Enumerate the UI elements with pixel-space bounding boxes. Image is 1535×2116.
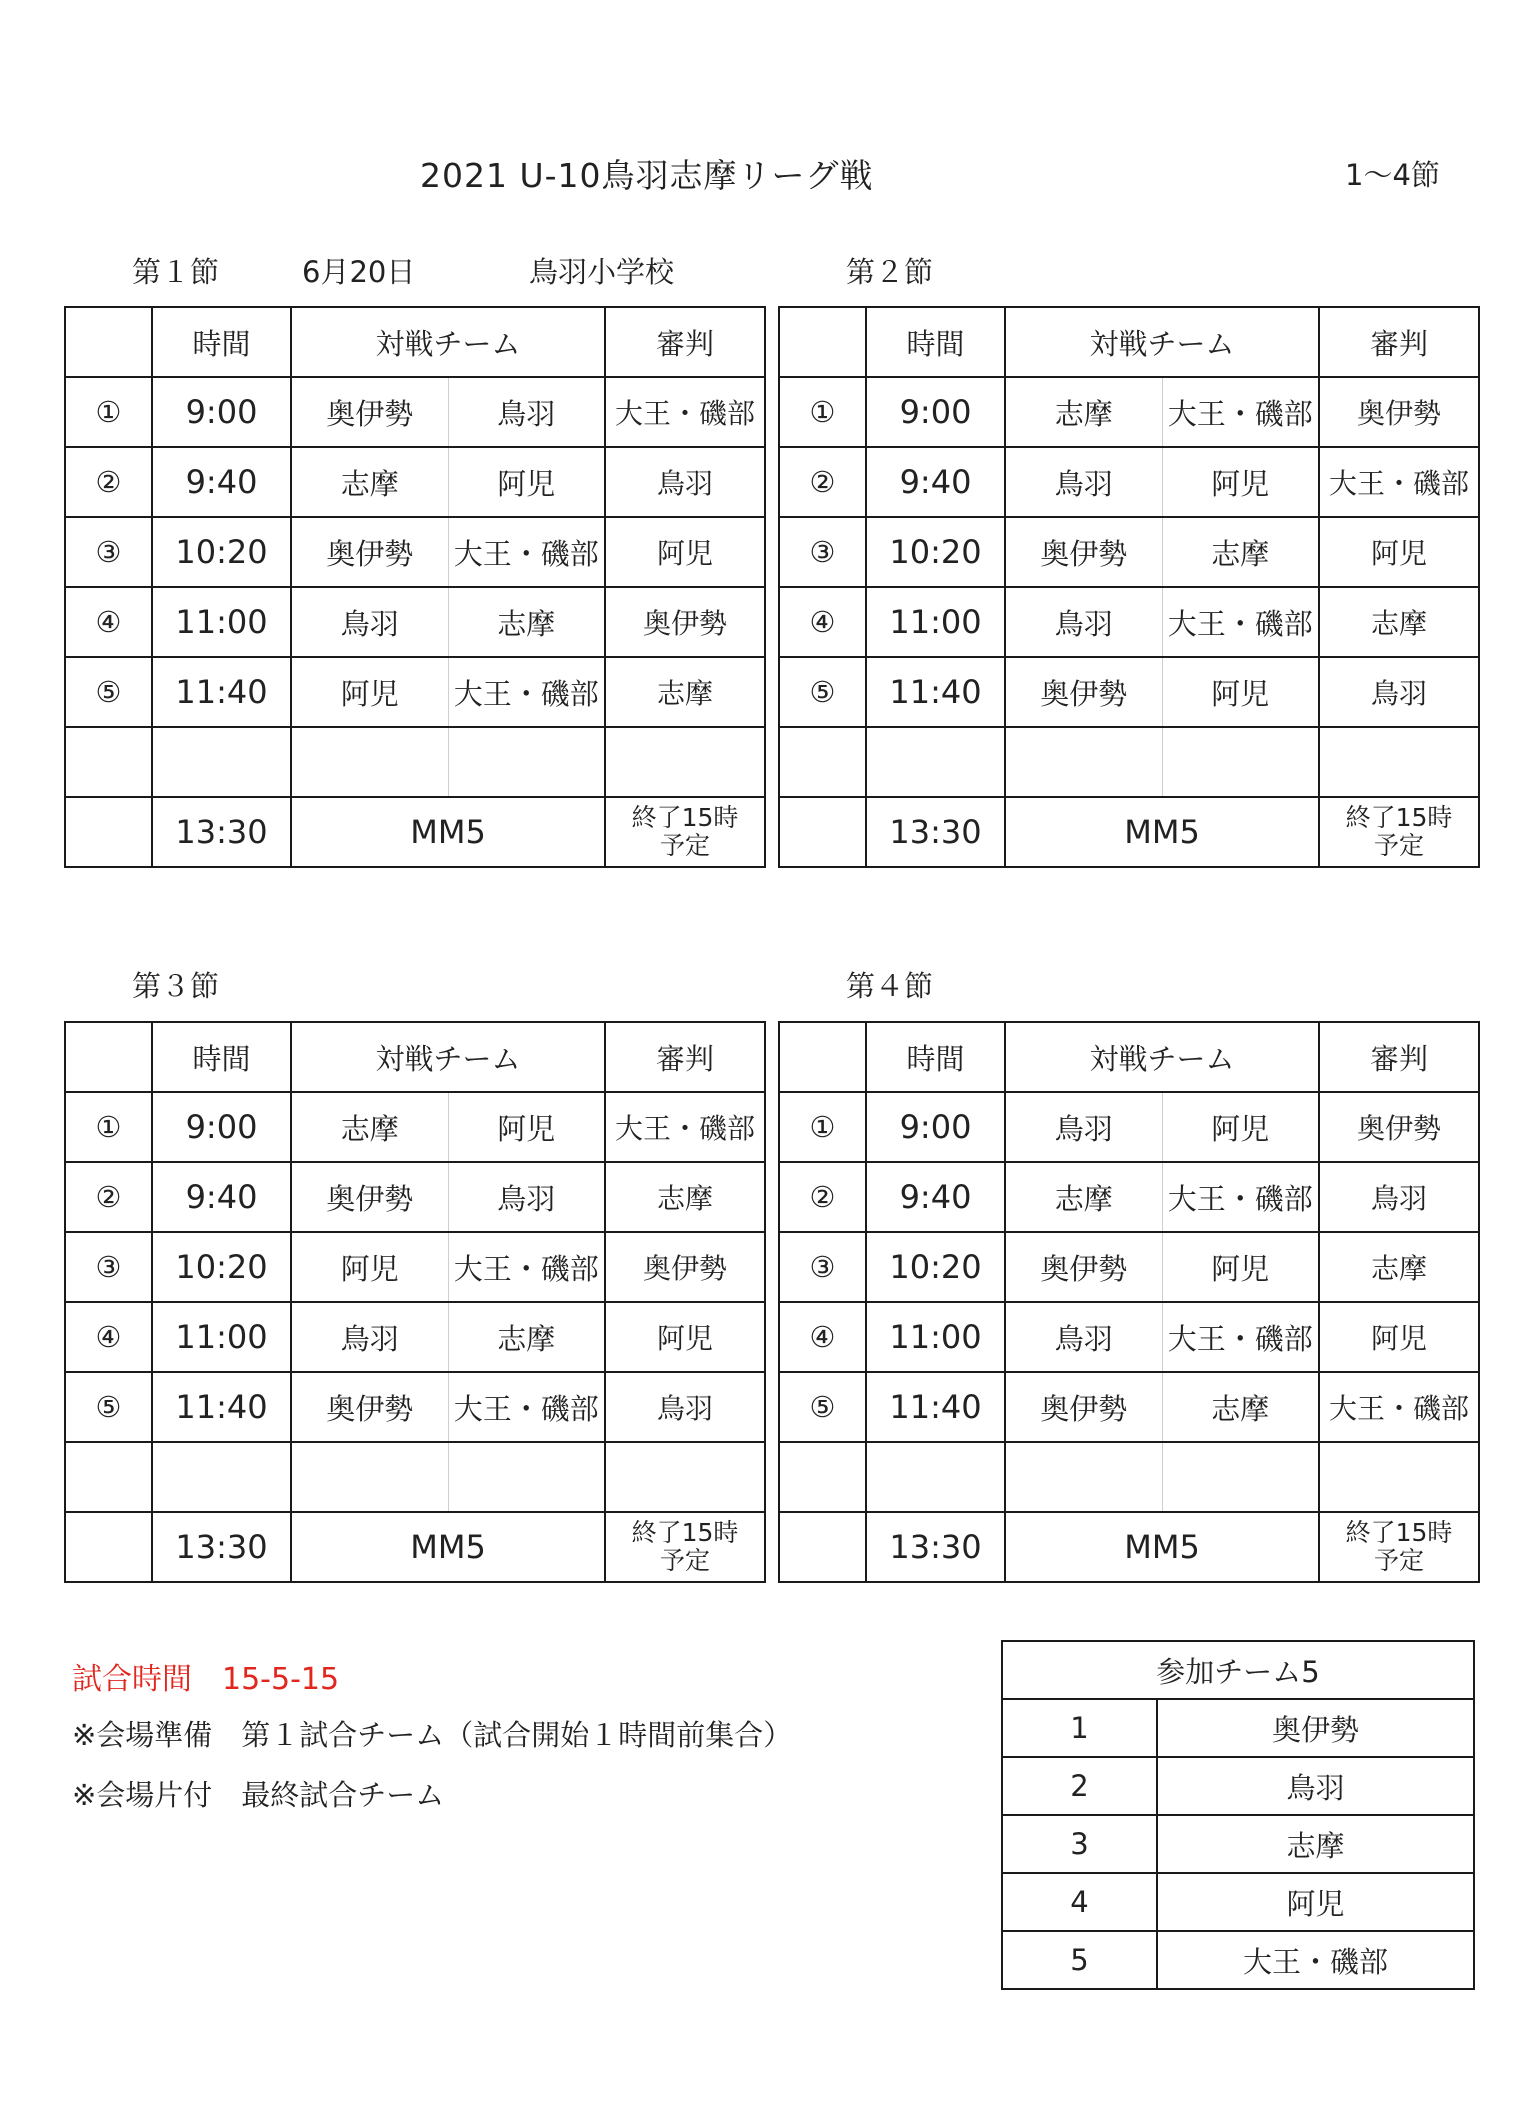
team-b: 阿児 <box>1162 657 1319 727</box>
empty-cell <box>605 727 765 797</box>
team-b: 志摩 <box>448 1302 605 1372</box>
match-row <box>65 1162 765 1232</box>
team-b: 阿児 <box>448 447 605 517</box>
end-time-note-line1: 終了15時 <box>1345 1518 1453 1547</box>
team-number: 1 <box>1002 1699 1157 1757</box>
match-time: 9:00 <box>152 377 291 447</box>
team-a: 奥伊勢 <box>291 1372 448 1442</box>
section-2-label: 第２節 <box>846 255 934 289</box>
final-event-name: MM5 <box>1005 797 1319 867</box>
match-time: 11:40 <box>866 1372 1005 1442</box>
header-time: 時間 <box>152 1022 291 1092</box>
empty-cell <box>65 797 152 867</box>
match-time: 10:20 <box>866 1232 1005 1302</box>
empty-cell <box>1005 727 1162 797</box>
end-time-note <box>1319 797 1479 867</box>
referee: 阿児 <box>1319 1302 1479 1372</box>
venue-setup-note: ※会場準備 第１試合チーム（試合開始１時間前集合） <box>72 1718 793 1752</box>
header-time: 時間 <box>866 307 1005 377</box>
match-number: ③ <box>779 1232 866 1302</box>
participating-teams-table <box>1001 1640 1475 1990</box>
match-time: 10:20 <box>866 517 1005 587</box>
team-row <box>1002 1699 1474 1757</box>
section-1-date: 6月20日 <box>302 255 416 289</box>
match-row <box>65 447 765 517</box>
final-event-name: MM5 <box>1005 1512 1319 1582</box>
team-b: 鳥羽 <box>448 1162 605 1232</box>
team-a: 鳥羽 <box>1005 447 1162 517</box>
match-row <box>65 657 765 727</box>
team-a: 志摩 <box>1005 377 1162 447</box>
header-teams: 対戦チーム <box>291 1022 605 1092</box>
referee: 奥伊勢 <box>605 587 765 657</box>
final-event-time: 13:30 <box>152 1512 291 1582</box>
referee: 大王・磯部 <box>1319 447 1479 517</box>
match-time: 9:40 <box>866 447 1005 517</box>
team-a: 奥伊勢 <box>1005 657 1162 727</box>
match-row <box>65 377 765 447</box>
schedule-header-row <box>65 307 765 377</box>
empty-row <box>65 727 765 797</box>
team-b: 阿児 <box>1162 1232 1319 1302</box>
match-row <box>65 587 765 657</box>
header-teams: 対戦チーム <box>1005 1022 1319 1092</box>
end-time-note-line2: 予定 <box>1374 831 1425 860</box>
empty-cell <box>779 727 866 797</box>
referee: 鳥羽 <box>1319 657 1479 727</box>
referee: 阿児 <box>605 1302 765 1372</box>
match-time: 11:00 <box>152 1302 291 1372</box>
match-number: ① <box>779 377 866 447</box>
team-b: 阿児 <box>1162 1092 1319 1162</box>
team-b: 大王・磯部 <box>448 517 605 587</box>
referee: 鳥羽 <box>1319 1162 1479 1232</box>
final-event-row <box>779 1512 1479 1582</box>
match-row <box>779 657 1479 727</box>
match-time: 9:00 <box>152 1092 291 1162</box>
team-number: 5 <box>1002 1931 1157 1989</box>
team-name: 奥伊勢 <box>1157 1699 1474 1757</box>
team-a: 鳥羽 <box>1005 587 1162 657</box>
match-time: 11:00 <box>152 587 291 657</box>
team-name: 阿児 <box>1157 1873 1474 1931</box>
match-number: ⑤ <box>779 1372 866 1442</box>
match-row <box>65 1372 765 1442</box>
team-a: 志摩 <box>291 447 448 517</box>
team-row <box>1002 1757 1474 1815</box>
referee: 阿児 <box>605 517 765 587</box>
match-number: ④ <box>779 587 866 657</box>
referee: 鳥羽 <box>605 447 765 517</box>
final-event-time: 13:30 <box>152 797 291 867</box>
match-row <box>65 1302 765 1372</box>
referee: 志摩 <box>605 657 765 727</box>
team-a: 志摩 <box>1005 1162 1162 1232</box>
referee: 奥伊勢 <box>1319 377 1479 447</box>
match-number: ① <box>779 1092 866 1162</box>
empty-cell <box>152 1442 291 1512</box>
page-title: 2021 U-10鳥羽志摩リーグ戦 <box>420 156 874 195</box>
match-row <box>779 517 1479 587</box>
end-time-note-line1: 終了15時 <box>631 1518 739 1547</box>
end-time-note <box>1319 1512 1479 1582</box>
team-number: 4 <box>1002 1873 1157 1931</box>
header-teams: 対戦チーム <box>1005 307 1319 377</box>
schedule-header-row <box>779 1022 1479 1092</box>
match-number: ⑤ <box>779 657 866 727</box>
match-number: ⑤ <box>65 657 152 727</box>
match-number: ⑤ <box>65 1372 152 1442</box>
empty-cell <box>1162 727 1319 797</box>
empty-cell <box>65 1512 152 1582</box>
match-time: 10:20 <box>152 1232 291 1302</box>
match-number: ① <box>65 377 152 447</box>
match-number: ④ <box>779 1302 866 1372</box>
header-blank <box>65 307 152 377</box>
team-b: 志摩 <box>448 587 605 657</box>
match-number: ② <box>65 447 152 517</box>
empty-cell <box>1162 1442 1319 1512</box>
header-blank <box>779 1022 866 1092</box>
empty-cell <box>1319 727 1479 797</box>
empty-cell <box>1319 1442 1479 1512</box>
match-number: ④ <box>65 587 152 657</box>
match-row <box>65 1092 765 1162</box>
match-time: 10:20 <box>152 517 291 587</box>
referee: 志摩 <box>1319 587 1479 657</box>
header-blank <box>65 1022 152 1092</box>
match-row <box>779 377 1479 447</box>
header-referee: 審判 <box>605 307 765 377</box>
final-event-row <box>65 1512 765 1582</box>
schedule-table-section-4 <box>778 1021 1480 1583</box>
team-b: 志摩 <box>1162 1372 1319 1442</box>
team-b: 大王・磯部 <box>448 1372 605 1442</box>
team-name: 大王・磯部 <box>1157 1931 1474 1989</box>
empty-cell <box>605 1442 765 1512</box>
match-row <box>779 1092 1479 1162</box>
empty-cell <box>65 1442 152 1512</box>
team-name: 鳥羽 <box>1157 1757 1474 1815</box>
match-time: 11:40 <box>866 657 1005 727</box>
section-3-label: 第３節 <box>132 969 220 1003</box>
team-a: 奥伊勢 <box>291 377 448 447</box>
team-b: 阿児 <box>1162 447 1319 517</box>
team-a: 鳥羽 <box>291 587 448 657</box>
match-number: ④ <box>65 1302 152 1372</box>
header-referee: 審判 <box>605 1022 765 1092</box>
header-time: 時間 <box>152 307 291 377</box>
section-1-label: 第１節 <box>132 255 220 289</box>
team-number: 2 <box>1002 1757 1157 1815</box>
match-number: ② <box>779 447 866 517</box>
referee: 大王・磯部 <box>1319 1372 1479 1442</box>
final-event-name: MM5 <box>291 1512 605 1582</box>
end-time-note-line1: 終了15時 <box>1345 803 1453 832</box>
header-teams: 対戦チーム <box>291 307 605 377</box>
team-b: 大王・磯部 <box>448 1232 605 1302</box>
team-a: 志摩 <box>291 1092 448 1162</box>
empty-row <box>779 1442 1479 1512</box>
match-time: 9:00 <box>866 1092 1005 1162</box>
empty-cell <box>779 1512 866 1582</box>
empty-cell <box>152 727 291 797</box>
team-b: 大王・磯部 <box>448 657 605 727</box>
match-time: 11:00 <box>866 1302 1005 1372</box>
header-referee: 審判 <box>1319 307 1479 377</box>
section-4-label: 第４節 <box>846 969 934 1003</box>
empty-row <box>779 727 1479 797</box>
empty-cell <box>1005 1442 1162 1512</box>
final-event-time: 13:30 <box>866 1512 1005 1582</box>
team-b: 阿児 <box>448 1092 605 1162</box>
match-time: 9:00 <box>866 377 1005 447</box>
round-range: 1～4節 <box>1345 158 1440 192</box>
team-b: 大王・磯部 <box>1162 1302 1319 1372</box>
team-a: 鳥羽 <box>1005 1092 1162 1162</box>
team-name: 志摩 <box>1157 1815 1474 1873</box>
referee: 奥伊勢 <box>605 1232 765 1302</box>
team-a: 奥伊勢 <box>1005 1372 1162 1442</box>
empty-cell <box>448 727 605 797</box>
referee: 奥伊勢 <box>1319 1092 1479 1162</box>
empty-cell <box>291 1442 448 1512</box>
match-number: ③ <box>65 517 152 587</box>
match-row <box>65 1232 765 1302</box>
referee: 大王・磯部 <box>605 377 765 447</box>
match-time: 9:40 <box>152 447 291 517</box>
end-time-note-line2: 予定 <box>660 831 711 860</box>
referee: 大王・磯部 <box>605 1092 765 1162</box>
empty-cell <box>779 797 866 867</box>
team-b: 大王・磯部 <box>1162 377 1319 447</box>
team-a: 鳥羽 <box>291 1302 448 1372</box>
team-row <box>1002 1873 1474 1931</box>
teams-table-title: 参加チーム5 <box>1002 1641 1474 1699</box>
team-a: 阿児 <box>291 657 448 727</box>
final-event-row <box>65 797 765 867</box>
team-row <box>1002 1931 1474 1989</box>
match-number: ③ <box>65 1232 152 1302</box>
end-time-note-line2: 予定 <box>1374 1546 1425 1575</box>
empty-row <box>65 1442 765 1512</box>
final-event-name: MM5 <box>291 797 605 867</box>
empty-cell <box>866 1442 1005 1512</box>
match-row <box>779 1162 1479 1232</box>
team-a: 奥伊勢 <box>291 1162 448 1232</box>
referee: 志摩 <box>1319 1232 1479 1302</box>
match-row <box>779 447 1479 517</box>
team-a: 奥伊勢 <box>291 517 448 587</box>
match-row <box>779 1232 1479 1302</box>
match-number: ③ <box>779 517 866 587</box>
schedule-table-section-1 <box>64 306 766 868</box>
match-row <box>779 1372 1479 1442</box>
match-row <box>779 587 1479 657</box>
match-time: 11:00 <box>866 587 1005 657</box>
team-a: 阿児 <box>291 1232 448 1302</box>
end-time-note <box>605 797 765 867</box>
match-time-note: 試合時間 15-5-15 <box>72 1662 340 1697</box>
final-event-row <box>779 797 1479 867</box>
referee: 鳥羽 <box>605 1372 765 1442</box>
team-row <box>1002 1815 1474 1873</box>
match-time: 9:40 <box>152 1162 291 1232</box>
section-1-venue: 鳥羽小学校 <box>529 255 675 289</box>
end-time-note-line2: 予定 <box>660 1546 711 1575</box>
end-time-note-line1: 終了15時 <box>631 803 739 832</box>
schedule-header-row <box>65 1022 765 1092</box>
header-blank <box>779 307 866 377</box>
match-time: 11:40 <box>152 1372 291 1442</box>
match-number: ② <box>65 1162 152 1232</box>
end-time-note <box>605 1512 765 1582</box>
venue-cleanup-note: ※会場片付 最終試合チーム <box>72 1778 445 1812</box>
referee: 阿児 <box>1319 517 1479 587</box>
team-a: 鳥羽 <box>1005 1302 1162 1372</box>
empty-cell <box>448 1442 605 1512</box>
empty-cell <box>291 727 448 797</box>
referee: 志摩 <box>605 1162 765 1232</box>
team-a: 奥伊勢 <box>1005 517 1162 587</box>
empty-cell <box>866 727 1005 797</box>
header-time: 時間 <box>866 1022 1005 1092</box>
schedule-table-section-3 <box>64 1021 766 1583</box>
match-number: ② <box>779 1162 866 1232</box>
team-b: 大王・磯部 <box>1162 1162 1319 1232</box>
final-event-time: 13:30 <box>866 797 1005 867</box>
team-number: 3 <box>1002 1815 1157 1873</box>
schedule-table-section-2 <box>778 306 1480 868</box>
team-a: 奥伊勢 <box>1005 1232 1162 1302</box>
match-row <box>779 1302 1479 1372</box>
match-time: 11:40 <box>152 657 291 727</box>
header-referee: 審判 <box>1319 1022 1479 1092</box>
team-b: 大王・磯部 <box>1162 587 1319 657</box>
team-b: 鳥羽 <box>448 377 605 447</box>
match-number: ① <box>65 1092 152 1162</box>
match-row <box>65 517 765 587</box>
team-b: 志摩 <box>1162 517 1319 587</box>
empty-cell <box>65 727 152 797</box>
empty-cell <box>779 1442 866 1512</box>
match-time: 9:40 <box>866 1162 1005 1232</box>
schedule-header-row <box>779 307 1479 377</box>
